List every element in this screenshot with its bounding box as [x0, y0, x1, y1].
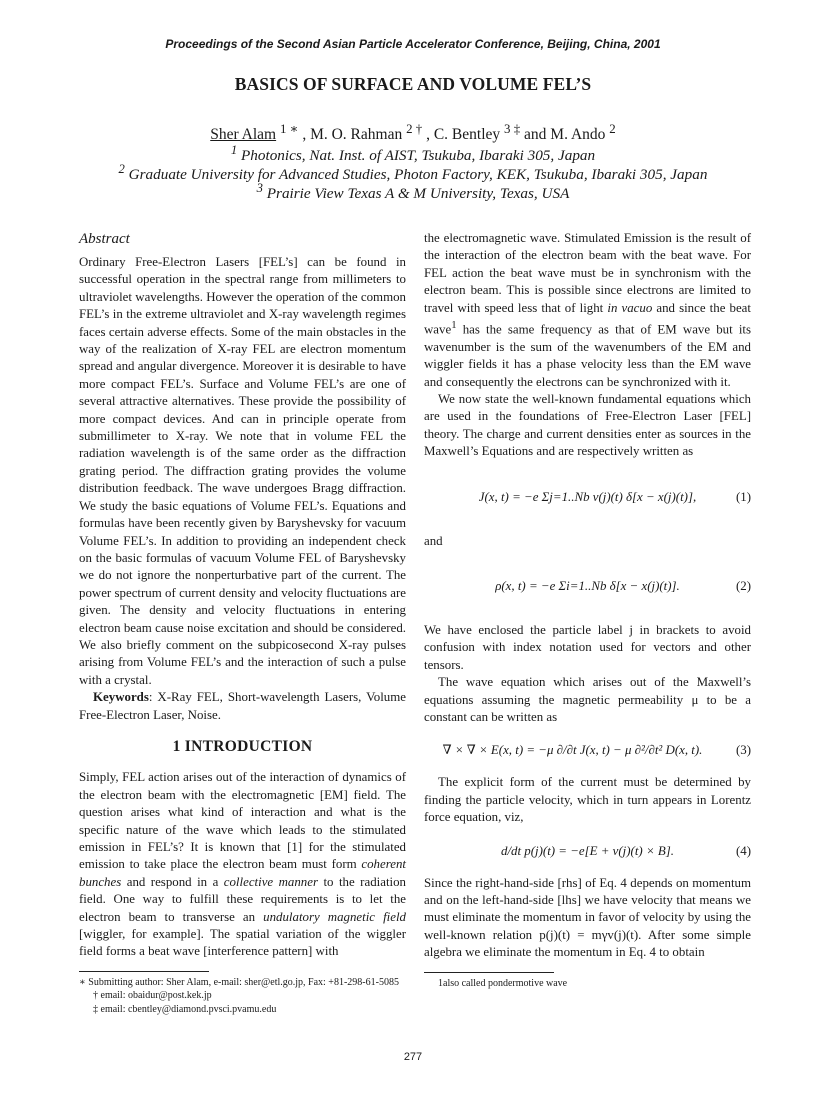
author-marker: 1 ∗ [279, 121, 299, 136]
emphasis: undulatory magnetic field [263, 909, 406, 924]
intro-paragraph: Simply, FEL action arises out of the interaction of dynamics of the electron beam with the electromagnetic [EM] field. The question arises what kind of interaction and what is the specific nature of the wave which leads to the stimulated emission in FEL’s? It is known that [1] for the stimulated emission to take place the electron beam must form coherent bunches and respond in a collective manner to the radiation field. One way to fulfill these requirements is to let the electron beam to transverse an undulatory magnetic field [wiggler, for example]. The spatial variation of the wiggler field forms a beat wave [interference pattern] with [79, 770, 406, 959]
emphasis: collective manner [223, 874, 318, 889]
equation-number: (1) [735, 489, 751, 504]
equation-body: J(x, t) = −e Σj=1..Nb v(j)(t) δ[x − x(j)(t)], [478, 489, 697, 504]
author-name: , C. Bentley [426, 126, 501, 144]
equation-2 [424, 556, 751, 616]
affiliation [0, 181, 826, 203]
footnote: 1also called pondermotive wave [438, 977, 568, 989]
left-column [79, 230, 406, 1016]
affiliation-number: 2 [118, 162, 125, 176]
author-name: , M. O. Rahman [302, 126, 403, 144]
equation-number: (3) [735, 743, 751, 758]
equation-number: (2) [735, 578, 751, 593]
abstract-heading: Abstract [79, 231, 130, 247]
section-heading: 1 INTRODUCTION [172, 737, 313, 755]
equation-3 [424, 732, 751, 768]
keywords-text: : X-Ray FEL, Short-wavelength Lasers, Volume Free-Electron Laser, Noise. [79, 690, 406, 722]
equation-4 [424, 833, 751, 869]
affiliation-text: Photonics, Nat. Inst. of AIST, Tsukuba, Ibaraki 305, Japan [241, 147, 596, 165]
equation-body: d/dt p(j)(t) = −e[E + v(j)(t) × B]. [501, 843, 674, 858]
equation-body: ∇ × ∇ × E(x, t) = −μ ∂/∂t J(x, t) − μ ∂²/∂t² D(x, t). [442, 743, 703, 758]
affiliation-number: 1 [230, 143, 238, 157]
abstract-text: Ordinary Free-Electron Lasers [FEL’s] can be found in successful operation in the spectral range from millimeters to ultraviolet wavelengths. However the operation of the common FEL’s in the extreme ultraviolet and X-ray wavelength regimes faces certain adverse effects. Some of the main obstacles in the way of the realization of X-ray FEL are electron momentum spread and angular divergence. Moreover it is desirable to have more compact FEL’s. Surface and Volume FEL’s are one of several attractive alternatives. These provide the possibility of more compact devices. And can in principle operate from submillimeter to X-ray. We note that in volume FEL the radiation wavelength is of the same order as the diffraction grating period. The diffraction grating provides the volume distribution feedback. The wave undergoes Bragg diffraction. We study the basic equations of Volume FEL’s. Equations and formulas have been recently given by Baryshevsky for vacuum Volume FEL’s. In addition to providing an independent check on the basic formulas of vacuum Volume FEL of Baryshevsky we do not ignore the nonperturbative part of the current. The power spectrum of current density and velocity fluctuations are given. The density and velocity fluctuations in entering electron beam cause noise excitation and should be considered. We also briefly comment on the subpicosecond X-ray pulses arising from Volume FEL’s and the interaction of such a pulse with a crystal. [79, 255, 406, 687]
footnote-rule [79, 971, 209, 972]
affiliation-text: Graduate University for Advanced Studies, Photon Factory, KEK, Tsukuba, Ibaraki 305, Japan [128, 166, 708, 184]
body-paragraph: the electromagnetic wave. Stimulated Emission is the result of the interaction of the electron beam with the beat wave. For FEL action the beat wave must be in synchronism with the electron beam. This is possible since electrons are limited to travel with speed less that of light in vacuo and since the beat wave$^1$ has the same frequency as that of EM wave but its wavenumber is the sum of the wavenumbers of the EM and wiggler fields it has a phase velocity less than the EM wave and consequently the electrons can be synchronized with it. [424, 231, 751, 389]
body-paragraph: Since the right-hand-side [rhs] of Eq. 4 depends on momentum and on the left-hand-side [lhs] we have velocity that means we must eliminate the momentum in favor of velocity by using the well-known relation p(j)(t) = mγv(j)(t). After some simple algebra we eliminate the momentum in Eq. 4 to obtain [424, 875, 751, 960]
footnote: ‡ email: cbentley@diamond.pvsci.pvamu.edu [93, 1003, 277, 1015]
affiliation-text: Prairie View Texas A & M University, Texas, USA [266, 185, 570, 203]
equation-number: (4) [735, 843, 751, 858]
footnote: † email: obaidur@post.kek.jp [93, 990, 212, 1002]
emphasis: in vacuo [607, 300, 653, 315]
emphasis: coherent bunches [79, 857, 406, 889]
author-name: Sher Alam [210, 126, 277, 144]
equation-1 [424, 467, 751, 527]
paper-title: BASICS OF SURFACE AND VOLUME FEL’S [234, 74, 592, 94]
footnote: ∗ Submitting author: Sher Alam, e-mail: sher@etl.go.jp, Fax: +81-298-61-5085 [79, 976, 399, 988]
footnote-marker: 1 [451, 319, 457, 332]
body-paragraph: We have enclosed the particle label j in brackets to avoid confusion with index notation used for vectors and other tensors. [424, 622, 751, 672]
keywords [79, 689, 406, 724]
author-marker: 2 [609, 121, 616, 136]
body-paragraph: The wave equation which arises out of the Maxwell’s equations assuming the magnetic permeability μ to be a constant can be written as [424, 675, 751, 725]
right-column [424, 230, 751, 990]
body-paragraph: We now state the well-known fundamental equations which are used in the foundations of Free-Electron Laser [FEL] theory. The charge and current densities enter as sources in the Maxwell’s Equations and are respectively written as [424, 391, 751, 459]
body-paragraph: and [424, 533, 443, 548]
body-paragraph: The explicit form of the current must be determined by finding the particle velocity, which in turn appears in Lorentz force equation, viz, [424, 775, 751, 825]
author-name: and M. Ando [524, 126, 606, 144]
proceedings-header: Proceedings of the Second Asian Particle Accelerator Conference, Beijing, China, 2001 [165, 37, 661, 51]
affiliation-number: 3 [256, 181, 263, 195]
footnote-rule [424, 972, 554, 973]
author-marker: 3 ‡ [504, 121, 521, 136]
keywords-label: Keywords [93, 690, 149, 705]
equation-body: ρ(x, t) = −e Σi=1..Nb δ[x − x(j)(t)]. [495, 578, 680, 593]
author-marker: 2 † [406, 121, 423, 136]
author-list [0, 121, 826, 144]
page-number: 277 [403, 1051, 423, 1063]
